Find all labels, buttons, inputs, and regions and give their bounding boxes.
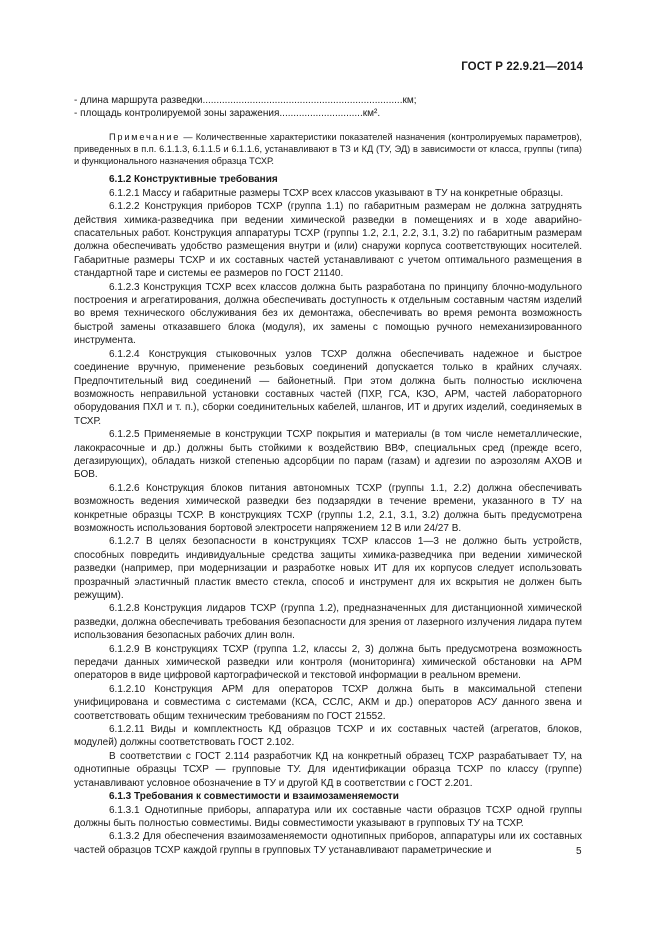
list-item-label: - длина маршрута разведки [74, 95, 203, 106]
paragraph: 6.1.3.2 Для обеспечения взаимозаменяемости однотипных приборов, аппаратуры или их составных частей образцов ТСХР каждой группы в групповых ТУ устанавливают параметрические и [74, 831, 582, 856]
section-heading: 6.1.3 Требования к совместимости и взаимозаменяемости [109, 791, 399, 803]
note-dash: — [180, 131, 196, 142]
page-content [74, 94, 582, 857]
list-item-zone-area [74, 107, 582, 120]
section-heading: 6.1.2 Конструктивные требования [109, 174, 278, 186]
leader-dots: .............................. [279, 108, 363, 120]
note-text: Количественные характеристики показателей назначения (контролируемых параметров), приведенных в п.п. 6.1.1.3, 6.1.1.5 и 6.1.1.6, устанавливают в ТЗ и КД (ТУ, ЭД) в зависимости от класса, группы (типа) и функционального назначения образца ТСХР. [74, 131, 582, 167]
paragraph: 6.1.2.3 Конструкция ТСХР всех классов должна быть разработана по принципу блочно-модульного построения и агрегатирования, должна обеспечивать доступность к отдельным составным частям изделий во время технического обслуживания без их демонтажа, обеспечивать во время ремонта возможность быстрой замены отказавшего блока (модуля), их замены с помощью ручного немеханизированного инструмента. [74, 281, 582, 347]
document-id-header: ГОСТ Р 22.9.21—2014 [461, 61, 583, 73]
note-paragraph [74, 131, 582, 168]
paragraph: 6.1.2.5 Применяемые в конструкции ТСХР покрытия и материалы (в том числе неметаллические, лакокрасочные и др.) должны быть стойкими к воздействию ВВФ, специальных сред (прежде всего, дегазирующих), обладать низкой степенью адсорбции по парам (газам) и адгезии по аэрозолям АХОВ и БОВ. [74, 429, 582, 481]
paragraph: 6.1.2.7 В целях безопасности в конструкциях ТСХР классов 1—3 не должно быть устройств, способных повредить индивидуальные средства защиты химика-разведчика при ведении химической разведки (например, при модернизации и разработке новых ИТ для их корпусов следует использовать прозрачный эластичный пластик вместо стекла, способ и инструмент для их вскрытия не должен быть режущим). [74, 536, 582, 602]
paragraph: 6.1.2.10 Конструкция АРМ для операторов ТСХР должна быть в максимальной степени унифицирована и совместима с системами (КСА, ССЛС, АКМ и др.) операторов АСУ данного звена и соответствовать общим техническим требованиям по ГОСТ 21552. [74, 683, 582, 722]
paragraph: 6.1.2.6 Конструкция блоков питания автономных ТСХР (группы 1.1, 2.2) должна обеспечивать возможность ведения химической разведки без подзарядки в течение времени, указанного в ТУ на конкретные образцы ТСХР. В конструкциях ТСХР (группы 1.2, 2.1, 3.1, 3.2) должна быть предусмотрена возможность использования бортовой электросети напряжением 12 В или 24/27 В. [74, 482, 582, 534]
leader-dots: ........................................................................ [202, 95, 403, 106]
list-item-unit: км². [362, 108, 381, 120]
paragraph: 6.1.2.4 Конструкция стыковочных узлов ТСХР должна обеспечивать надежное и быстрое соединение вручную, применение резьбовых соединений допускается только в крайних случаях. Предпочтительный вид соединений — байонетный. При этом должна быть полностью исключена возможность неправильной установки составных частей (ПХР, ГСА, КЗО, АРМ, частей лабораторного оборудования ПХЛ и т. п.), сборки соединительных кабелей, шлангов, ИТ и других изделий, соединяемых в ТСХР. [74, 348, 582, 427]
note-label: Примечание [109, 131, 181, 142]
list-item-label: - площадь контролируемой зоны заражения [74, 108, 280, 120]
paragraph: В соответствии с ГОСТ 2.114 разработчик КД на конкретный образец ТСХР разрабатывает ТУ, на однотипные образцы ТСХР — групповые ТУ. Для идентификации образца ТСХР по классу (группе) устанавливают условное обозначение в ТУ и другой КД в соответствии с ГОСТ 2.201. [74, 750, 582, 789]
paragraph: 6.1.3.1 Однотипные приборы, аппаратура или их составные части образцов ТСХР одной группы должны быть полностью совместимы. Виды совместимости указывают в групповых ТУ на ТСХР. [74, 804, 582, 829]
paragraph: 6.1.2.8 Конструкция лидаров ТСХР (группа 1.2), предназначенных для дистанционной химической разведки, должна обеспечивать требования безопасности для зрения от лазерного излучения лидара путем использования безопасных рабочих длин волн. [74, 603, 582, 642]
page-number: 5 [576, 846, 582, 857]
paragraph: 6.1.2.11 Виды и комплектность КД образцов ТСХР и их составных частей (агрегатов, блоков, модулей) должны соответствовать ГОСТ 2.102. [74, 724, 582, 749]
paragraph: 6.1.2.2 Конструкция приборов ТСХР (группа 1.1) по габаритным размерам не должна затруднять действия химика-разведчика при ведении химической разведки в помещениях и в ходе аварийно-спасательных работ. Конструкция аппаратуры ТСХР (группы 1.2, 2.1, 2.2, 3.1, 3.2) по габаритным размерам должна обеспечивать удобство размещения внутри и (или) снаружи корпуса соответствующих носителей. Габаритные размеры ТСХР и их составных частей устанавливают с учетом оптимального размещения в стандартной таре и системы ее размеров по ГОСТ 21140. [74, 201, 582, 280]
paragraph: 6.1.2.9 В конструкциях ТСХР (группа 1.2, классы 2, 3) должна быть предусмотрена возможность передачи данных химической разведки или контроля (мониторинга) химической обстановки на АРМ операторов в виде цифровой картографической и текстовой информации в реальном времени. [74, 643, 582, 682]
list-item-route-length [74, 94, 582, 107]
paragraph: 6.1.2.1 Массу и габаритные размеры ТСХР всех классов указывают в ТУ на конкретные образцы. [109, 187, 564, 199]
list-item-unit: км; [402, 95, 417, 106]
